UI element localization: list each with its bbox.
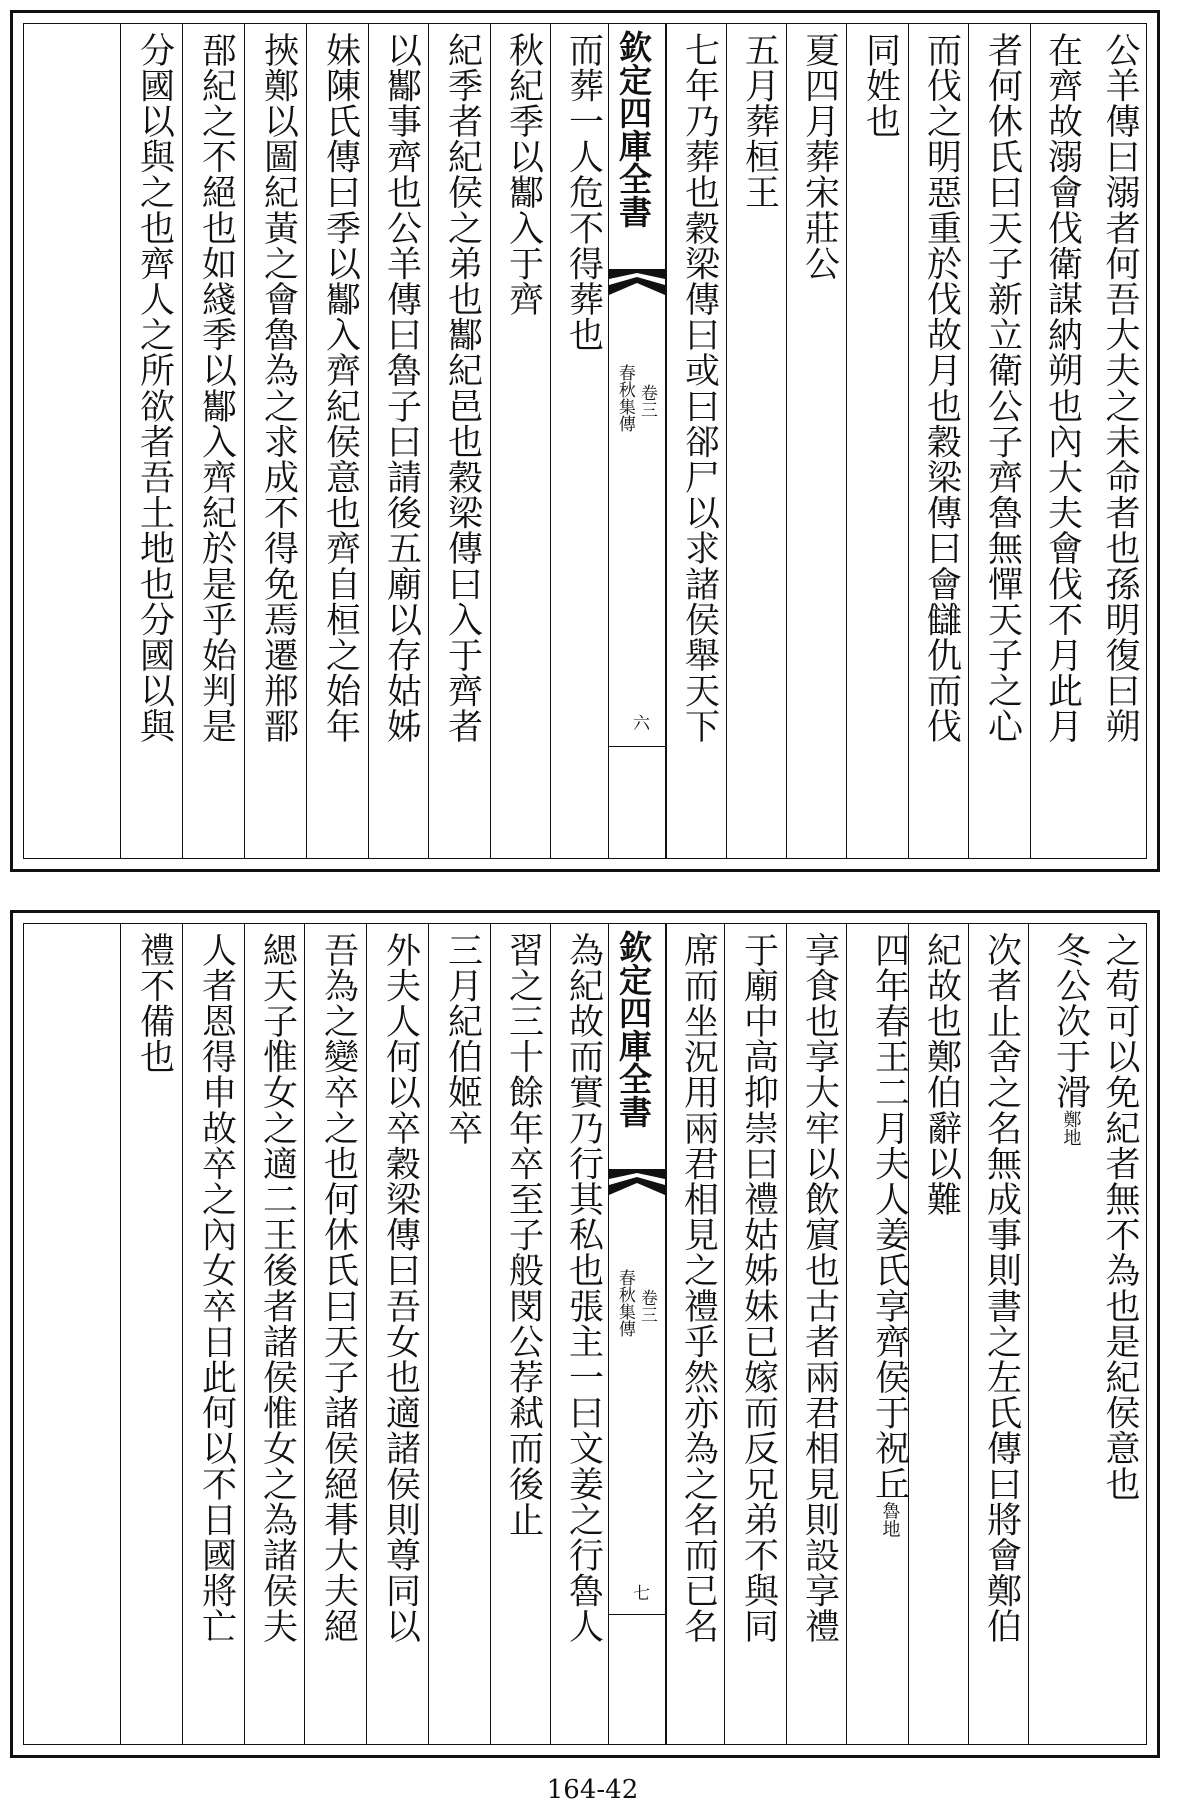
text-column: 者何休氏曰天子新立衛公子齊魯無憚天子之心 (968, 24, 1030, 858)
text-column: 同姓也 (846, 24, 908, 858)
banner-book-title: 春秋集傳 (614, 1269, 635, 1337)
text-column (846, 924, 908, 1744)
text-column: 而葬一人危不得葬也 (550, 24, 610, 858)
text-column: 享食也享大牢以飲賔也古者兩君相見則設享禮 (786, 924, 846, 1744)
center-banner (608, 924, 666, 1744)
text-column: 為紀故而實乃行其私也張主一曰文姜之行魯人 (550, 924, 610, 1744)
text-column: 次者止舍之名無成事則書之左氏傳曰將會鄭伯 (968, 924, 1028, 1744)
upper-page-panel (10, 10, 1160, 872)
text-column: 以酅事齊也公羊傳曰魯子曰請後五廟以存姑姊 (368, 24, 428, 858)
text-column: 之苟可以免紀者無不為也是紀侯意也 (1100, 932, 1140, 1502)
text-column: 三月紀伯姬卒 (428, 924, 490, 1744)
text-column: 緦天子惟女之適二王後者諸侯惟女之為諸侯夫 (244, 924, 304, 1744)
banner-rule (609, 1614, 665, 1615)
text-column: 外夫人何以卒穀梁傳曰吾女也適諸侯則尊同以 (366, 924, 428, 1744)
banner-title: 欽定四庫全書 (614, 30, 653, 228)
text-column: 分國以與之也齊人之所欲者吾土地也分國以與 (120, 24, 182, 858)
text-column (1028, 924, 1091, 1744)
lower-page-frame (23, 923, 1147, 1745)
text-column: 挾鄭以圖紀黃之會魯為之求成不得免焉遷郱鄑 (244, 24, 306, 858)
text-column: 于廟中高抑崇曰禮姑姊妹已嫁而反兄弟不與同 (724, 924, 786, 1744)
page-code: 164-42 (546, 1775, 639, 1805)
text-column: 而伐之明惡重於伐故月也穀梁傳曰會讎仇而伐 (908, 24, 968, 858)
lower-page-panel (10, 910, 1160, 1758)
text-column: 郚紀之不絕也如綫季以酅入齊紀於是乎始判是 (182, 24, 244, 858)
text-column: 禮不備也 (120, 924, 182, 1744)
text-column: 紀故也鄭伯辭以難 (908, 924, 968, 1744)
banner-page-number: 六 (629, 714, 649, 731)
banner-book-title: 春秋集傳 (614, 364, 635, 432)
fish-tail-ornament-icon (609, 269, 665, 295)
interlinear-note: 鄭地 (1060, 1110, 1082, 1146)
upper-page-frame (23, 23, 1147, 859)
column-main-text: 冬公次于滑 (1050, 932, 1091, 1110)
text-column: 夏四月葬宋莊公 (786, 24, 846, 858)
banner-page-number: 七 (629, 1584, 649, 1601)
center-banner (608, 24, 666, 858)
banner-title: 欽定四庫全書 (614, 930, 653, 1128)
text-column: 習之三十餘年卒至子般閔公荐弒而後止 (490, 924, 550, 1744)
interlinear-note: 魯地 (879, 1501, 901, 1538)
text-column: 秋紀季以酅入于齊 (490, 24, 550, 858)
column-main-text: 四年春王二月夫人姜氏享齊侯于祝丘 (869, 932, 910, 1502)
text-column: 紀季者紀侯之弟也酅紀邑也穀梁傳曰入于齊者 (428, 24, 490, 858)
text-column: 人者恩得申故卒之內女卒日此何以不日國將亡 (182, 924, 244, 1744)
text-column: 七年乃葬也穀梁傳曰或曰郤尸以求諸侯舉天下 (666, 24, 726, 858)
text-column: 公羊傳曰溺者何吾大夫之未命者也孫明復曰朔 (1100, 32, 1140, 744)
text-column: 妹陳氏傳曰季以酅入齊紀侯意也齊自桓之始年 (306, 24, 368, 858)
banner-rule (609, 746, 665, 747)
banner-volume: 卷三 (636, 1289, 657, 1323)
text-column: 在齊故溺會伐衛謀納朔也內大夫會伐不月此月 (1030, 24, 1088, 858)
text-column: 五月葬桓王 (726, 24, 786, 858)
banner-volume: 卷三 (636, 384, 657, 418)
text-column: 席而坐況用兩君相見之禮乎然亦為之名而已名 (666, 924, 724, 1744)
text-column: 吾為之變卒之也何休氏曰天子諸侯絕朞大夫絕 (304, 924, 366, 1744)
fish-tail-ornament-icon (609, 1169, 665, 1195)
